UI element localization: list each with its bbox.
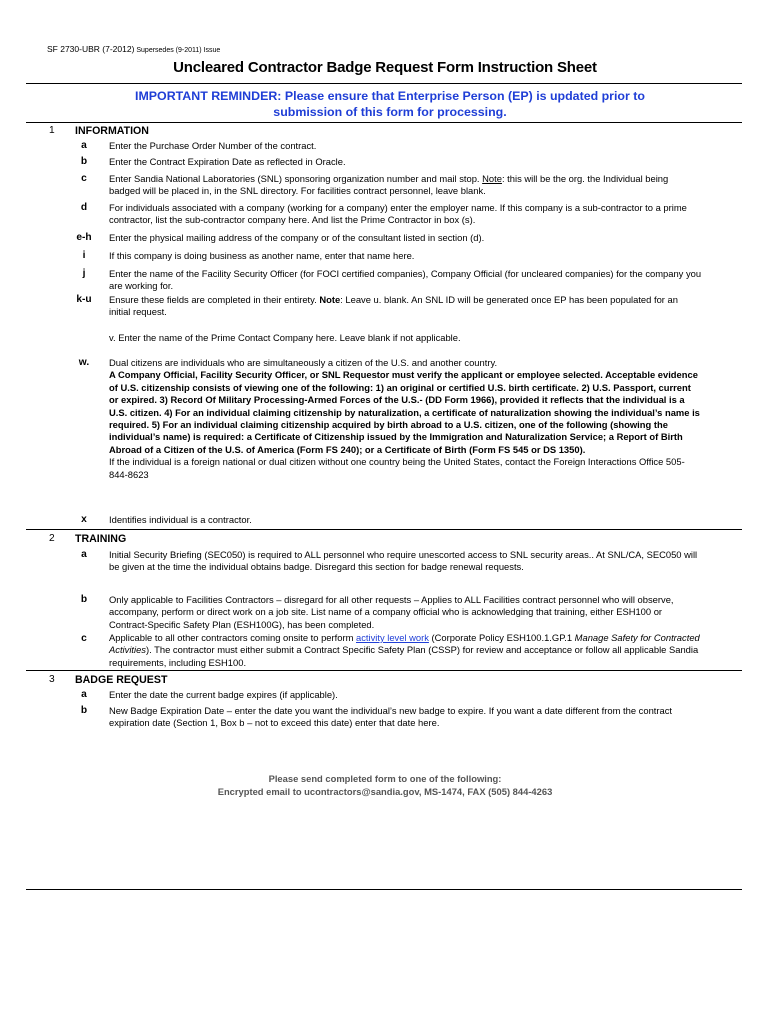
section-3-title: BADGE REQUEST xyxy=(75,674,168,686)
item-text: Initial Security Briefing (SEC050) is required to ALL personnel who require unescorted access to SNL security areas.. At SNL/CA, SEC050 will be given at the time the individual obtains badge. Disregard this section for badge renewal requests. xyxy=(109,549,698,573)
item-text: Enter the Contract Expiration Date as reflected in Oracle. xyxy=(109,156,346,167)
item-label: b xyxy=(80,156,88,167)
item-label: i xyxy=(82,250,86,261)
page-title: Uncleared Contractor Badge Request Form Instruction Sheet xyxy=(173,59,597,76)
footer-line-1: Please send completed form to one of the following: xyxy=(268,773,502,784)
form-number: SF 2730-UBR (7-2012) xyxy=(47,44,135,54)
note-label: Note xyxy=(319,294,341,305)
divider xyxy=(26,83,742,84)
divider xyxy=(26,122,742,123)
text-run: : this will be the org. the Individual being badged will be placed in, in the SNL directory. For facilities contract personnel, leave blank. xyxy=(109,173,669,197)
divider xyxy=(26,670,742,671)
item-text: Only applicable to Facilities Contractors – disregard for all other requests – Applies to ALL Facilities contract personnel who will observe, accompany, perform or direct work on a job site. List name of a company official who is acknowledging that training, either ESH100 or Contract-Specific Safety Plan (ESH100G), has been completed. xyxy=(109,594,674,630)
section-1-number: 1 xyxy=(49,125,55,136)
item-text: If this company is doing business as another name, enter that name here. xyxy=(109,250,415,261)
item-text xyxy=(109,173,699,198)
item-text: Identifies individual is a contractor. xyxy=(109,514,252,525)
item-text xyxy=(109,294,689,319)
form-id xyxy=(47,44,220,54)
item-text: Enter the date the current badge expires (if applicable). xyxy=(109,689,338,700)
divider xyxy=(26,529,742,530)
item-label: a xyxy=(81,140,87,151)
item-text: Enter the name of the Facility Security Officer (for FOCI certified companies), Company Official (for uncleared companies) for the company you are working for. xyxy=(109,268,702,292)
item-label: c xyxy=(81,173,87,184)
item-label: a xyxy=(81,549,87,560)
item-label: x xyxy=(81,514,87,525)
footer-line-2: Encrypted email to ucontractors@sandia.gov, MS-1474, FAX (505) 844-4263 xyxy=(217,786,553,797)
citizenship-evidence: A Company Official, Facility Security Officer, or SNL Requestor must verify the applicant or employee selected. Acceptable evidence of U.S. citizenship consists of viewing one of the following: 1) an original or certified U.S. birth certificate. 2) U.S. Passport, current or expired. 3) Record Of Military Processing-Armed Forces of the U.S.- (DD Form 1966), provided it reflects that the individual is a U.S. citizen. 4) For an individual claiming citizenship by naturalization, a certificate of naturalization showing the individual’s name is required. 5) For an individual claiming citizenship acquired by birth abroad to a U.S. citizen, one of the following (showing the individual’s name) is required: a Certificate of Citizenship issued by the Immigration and Naturalization Service; a Report of Birth Abroad of a Citizen of the U.S. of America (Form FS 240); or a Certificate of Birth (Form FS 545 or DS 1350). xyxy=(109,369,700,455)
section-3-number: 3 xyxy=(49,674,55,685)
item-text: For individuals associated with a company (working for a company) enter the employer name. If this company is a sub-contractor to a prime contractor, list the sub-contractor company here. And list the Prime Contractor in box (s). xyxy=(109,202,687,226)
reminder-line-2: submission of this form for processing. xyxy=(273,105,507,119)
text-run: ). The contractor must either submit a Contract Specific Safety Plan (CSSP) for review and acceptance or follow all applicable Sandia requirements, including ESH100. xyxy=(109,644,699,668)
item-label: c xyxy=(81,633,87,644)
item-text xyxy=(109,632,701,669)
text-run: If the individual is a foreign national or dual citizen without one country being the United States, contact the Foreign Interactions Office 505-844-8623 xyxy=(109,456,685,480)
section-1-title: INFORMATION xyxy=(75,125,149,137)
item-label: d xyxy=(80,202,88,213)
divider xyxy=(26,889,742,890)
item-text: Enter the Purchase Order Number of the contract. xyxy=(109,140,317,151)
text-run: Applicable to all other contractors coming onsite to perform xyxy=(109,632,356,643)
submission-instructions xyxy=(0,772,770,798)
item-label: j xyxy=(82,268,86,279)
section-2-title: TRAINING xyxy=(75,533,127,545)
item-label: k-u xyxy=(76,294,92,305)
text-run: Ensure these fields are completed in their entirety. xyxy=(109,294,320,305)
reminder-line-1: IMPORTANT REMINDER: Please ensure that Enterprise Person (EP) is updated prior to xyxy=(135,89,645,103)
item-label: e-h xyxy=(76,232,92,243)
supersedes-note: Supersedes (9-2011) Issue xyxy=(136,47,221,54)
text-run: (Corporate Policy ESH100.1.GP.1 xyxy=(428,632,575,643)
text-run: Dual citizens are individuals who are simultaneously a citizen of the U.S. and another country. xyxy=(109,357,498,368)
item-label: a xyxy=(81,689,87,700)
item-label: w. xyxy=(78,357,90,368)
item-text: New Badge Expiration Date – enter the date you want the individual’s new badge to expire. If you want a date different from the contract expiration date (Section 1, Box b – not to exceed this date) enter that date here. xyxy=(109,705,673,729)
item-label: b xyxy=(80,705,88,716)
text-run: Enter Sandia National Laboratories (SNL) sponsoring organization number and mail stop. xyxy=(109,173,483,184)
note-label: Note xyxy=(482,173,502,184)
important-reminder xyxy=(100,88,680,120)
item-text xyxy=(109,357,701,481)
policy-title: Manage Safety for Contracted Activities xyxy=(109,632,700,656)
item-label: b xyxy=(80,594,88,605)
item-text: Enter the physical mailing address of the company or of the consultant listed in section (d). xyxy=(109,232,485,243)
activity-level-work-link[interactable]: activity level work xyxy=(356,632,429,643)
text-run: : Leave u. blank. An SNL ID will be generated once EP has been populated for an initial request. xyxy=(109,294,678,318)
section-2-number: 2 xyxy=(49,533,55,544)
item-text: v. Enter the name of the Prime Contact Company here. Leave blank if not applicable. xyxy=(109,332,461,343)
